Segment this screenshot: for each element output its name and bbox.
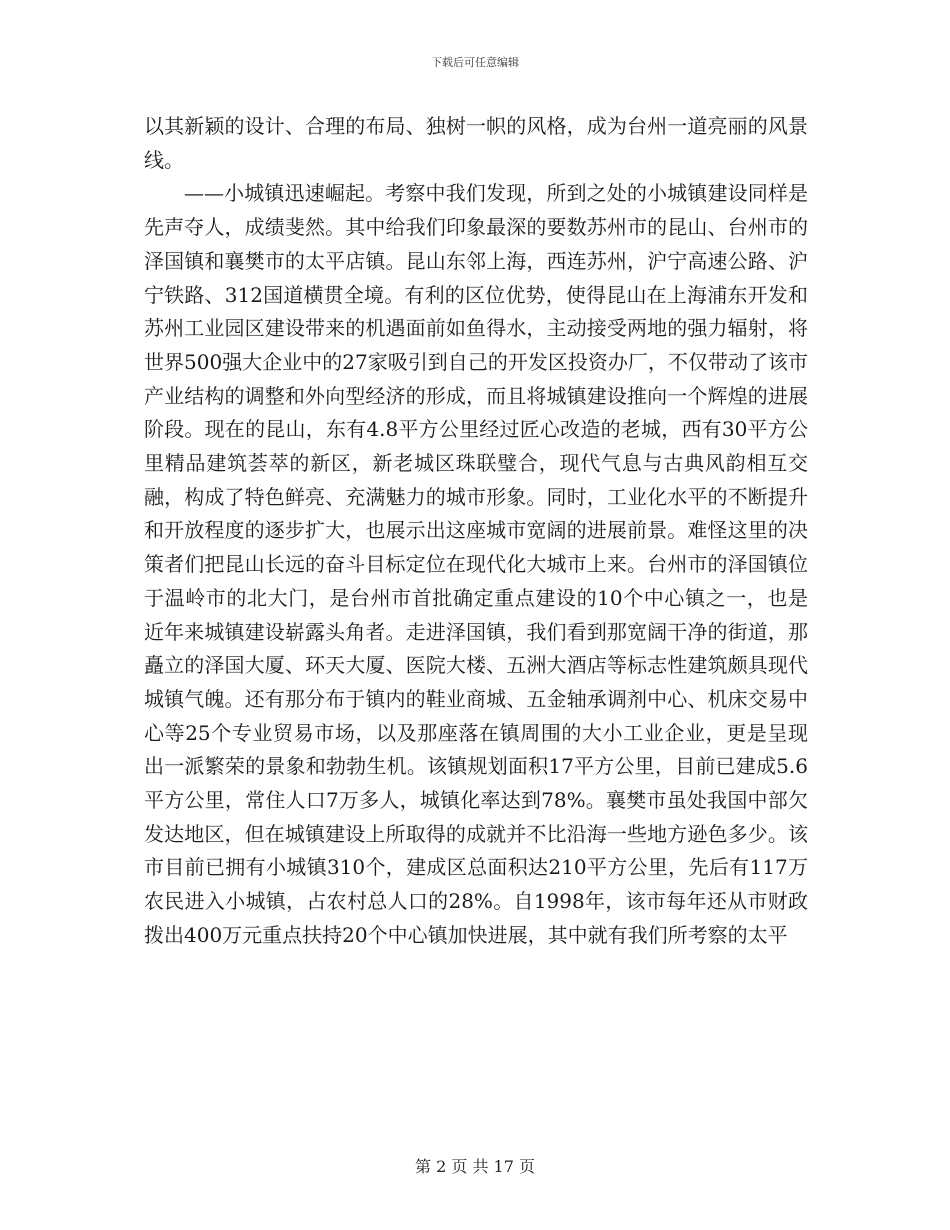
page-header-note: 下载后可任意编辑 bbox=[431, 56, 519, 69]
paragraph-continuation: 以其新颖的设计、合理的布局、独树一帜的风格，成为台州一道亮丽的风景线。 bbox=[144, 114, 808, 172]
document-body bbox=[144, 110, 808, 953]
paragraph-small-towns: ——小城镇迅速崛起。考察中我们发现，所到之处的小城镇建设同样是先声夺人，成绩斐然。其中给我们印象最深的要数苏州市的昆山、台州市的泽国镇和襄樊市的太平店镇。昆山东邻上海，西连苏州，沪宁高速公路、沪宁铁路、312国道横贯全境。有利的区位优势，使得昆山在上海浦东开发和苏州工业园区建设带来的机遇面前如鱼得水，主动接受两地的强力辐射，将世界500强大企业中的27家吸引到自己的开发区投资办厂，不仅带动了该市产业结构的调整和外向型经济的形成，而且将城镇建设推向一个辉煌的进展阶段。现在的昆山，东有4.8平方公里经过匠心改造的老城，西有30平方公里精品建筑荟萃的新区，新老城区珠联璧合，现代气息与古典风韵相互交融，构成了特色鲜亮、充满魅力的城市形象。同时，工业化水平的不断提升和开放程度的逐步扩大，也展示出这座城市宽阔的进展前景。难怪这里的决策者们把昆山长远的奋斗目标定位在现代化大城市上来。台州市的泽国镇位于温岭市的北大门，是台州市首批确定重点建设的10个中心镇之一，也是近年来城镇建设崭露头角者。走进泽国镇，我们看到那宽阔干净的街道，那矗立的泽国大厦、环天大厦、医院大楼、五洲大酒店等标志性建筑颇具现代城镇气魄。还有那分布于镇内的鞋业商城、五金轴承调剂中心、机床交易中心等25个专业贸易市场，以及那座落在镇周围的大小工业企业，更是呈现出一派繁荣的景象和勃勃生机。该镇规划面积17平方公里，目前已建成5.6平方公里，常住人口7万多人，城镇化率达到78%。襄樊市虽处我国中部欠发达地区，但在城镇建设上所取得的成就并不比沿海一些地方逊色多少。该市目前已拥有小城镇310个，建成区总面积达210平方公里，先后有117万农民进入小城镇，占农村总人口的28%。自1998年，该市每年还从市财政拨出400万元重点扶持20个中心镇加快进展，其中就有我们所考察的太平 bbox=[144, 181, 808, 947]
page-number-footer: 第 2 页 共 17 页 bbox=[415, 1157, 535, 1176]
